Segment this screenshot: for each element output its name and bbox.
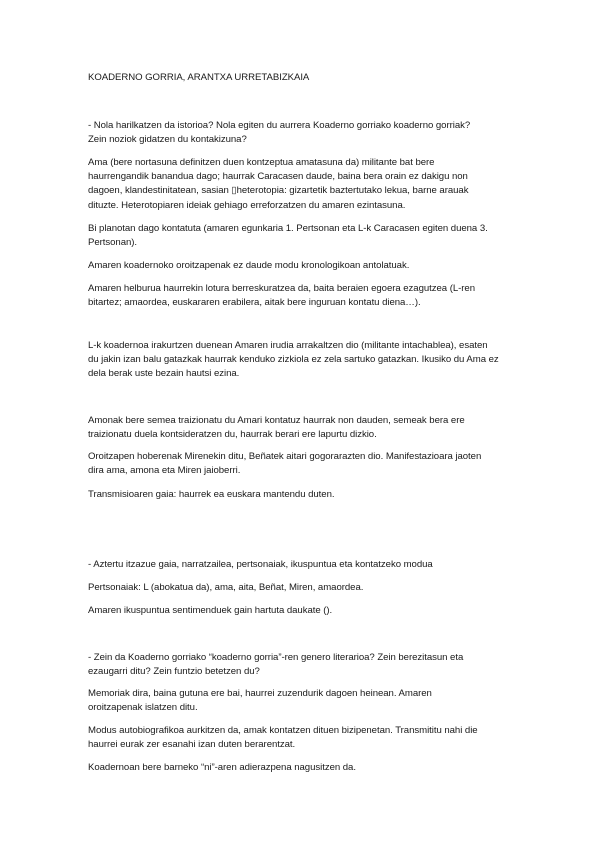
text-line: L-k koadernoa irakurtzen duenean Amaren irudia arrakaltzen dio (militante intachablea), esaten [88,340,488,351]
text-line: - Zein da Koaderno gorriako “koaderno gorria”-ren genero literarioa? Zein berezitasun eta [88,652,464,663]
text-line: dagoen, klandestinitatean, sasian ▯heterotopia: gizartetik baztertutako lekua, barne arauak [88,185,469,197]
paragraph [88,414,524,442]
paragraph [88,339,524,382]
text-line: - Nola harilkatzen da istorioa? Nola egiten du aurrera Koaderno gorriako koaderno gorriak? [88,120,471,131]
text-line: Modus autobiografikoa aurkitzen da, amak kontatzen dituen bizipenetan. Transmititu nahi die [88,725,478,736]
paragraph-question-2 [88,558,524,572]
text-line: du jakin izan balu gatazkak haurrak kenduko zizkiola ez zela sartuko gatazkan. Ikusiko du Ama ez [88,354,499,366]
document-title: KOADERNO GORRIA, ARANTXA URRETABIZKAIA [88,72,310,83]
text-line: dira ama, amona eta Miren jaioberri. [88,465,241,477]
text-line: - Aztertu itzazue gaia, narratzailea, pertsonaiak, ikuspuntua eta kontatzeko modua [88,559,433,570]
text-line: Zein noziok gidatzen du kontakizuna? [88,134,247,146]
text-line: bitartez; amaordea, euskararen erabilera, aitak bere inguruan kontatu diena…). [88,297,421,309]
paragraph [88,282,524,310]
paragraph [88,488,524,502]
paragraph [88,687,524,715]
text-line: dela berak uste bezain hautsi ezina. [88,368,240,380]
paragraph [88,581,524,595]
text-line: oroitzapenak islatzen ditu. [88,702,198,714]
paragraph-question-1 [88,119,524,147]
text-line: Amonak bere semea traizionatu du Amari kontatuz haurrak non dauden, semeak bera ere [88,415,465,426]
text-line: Ama (bere nortasuna definitzen duen kontzeptua amatasuna da) militante bat bere [88,157,435,168]
text-line: Bi planotan dago kontatuta (amaren egunkaria 1. Pertsonan eta L-k Caracasen egiten duena 3. [88,223,488,234]
text-line: haurrengandik banandua dago; haurrak Caracasen daude, baina bera orain ez dakigu non [88,171,468,183]
text-line: traizionatu duela kontsideratzen du, haurrak berari ere lapurtu dizkio. [88,429,377,441]
text-line: Amaren ikuspuntua sentimenduek gain hartuta daukate (). [88,605,333,616]
text-line: Memoriak dira, baina gutuna ere bai, haurrei zuzendurik dagoen heinean. Amaren [88,688,432,699]
paragraph [88,222,524,250]
paragraph-question-3 [88,651,524,679]
text-line: Koadernoan bere barneko “ni”-aren adierazpena nagusitzen da. [88,762,356,773]
text-line: ezaugarri ditu? Zein funtzio betetzen du? [88,666,260,678]
paragraph [88,724,524,752]
text-line: Transmisioaren gaia: haurrek ea euskara mantendu duten. [88,489,335,500]
text-line: Amaren koadernoko oroitzapenak ez daude modu kronologikoan antolatuak. [88,260,410,271]
text-line: Pertsonaiak: L (abokatua da), ama, aita, Beñat, Miren, amaordea. [88,582,364,593]
text-line: Pertsonan). [88,237,138,249]
text-line: haurrei eurak zer esanahi izan duten berarentzat. [88,739,296,751]
text-line: dituzte. Heterotopiaren ideiak gehiago erreforzatzen du amaren ezintasuna. [88,199,406,211]
paragraph [88,450,524,478]
paragraph [88,156,524,213]
paragraph [88,604,524,618]
paragraph [88,761,524,775]
paragraph [88,259,524,273]
text-line: Amaren helburua haurrekin lotura berreskuratzea da, baita beraien egoera ezagutzea (L-ren [88,283,476,294]
text-line: Oroitzapen hoberenak Mirenekin ditu, Beñatek aitari gogorarazten dio. Manifestazioara jaoten [88,451,482,462]
